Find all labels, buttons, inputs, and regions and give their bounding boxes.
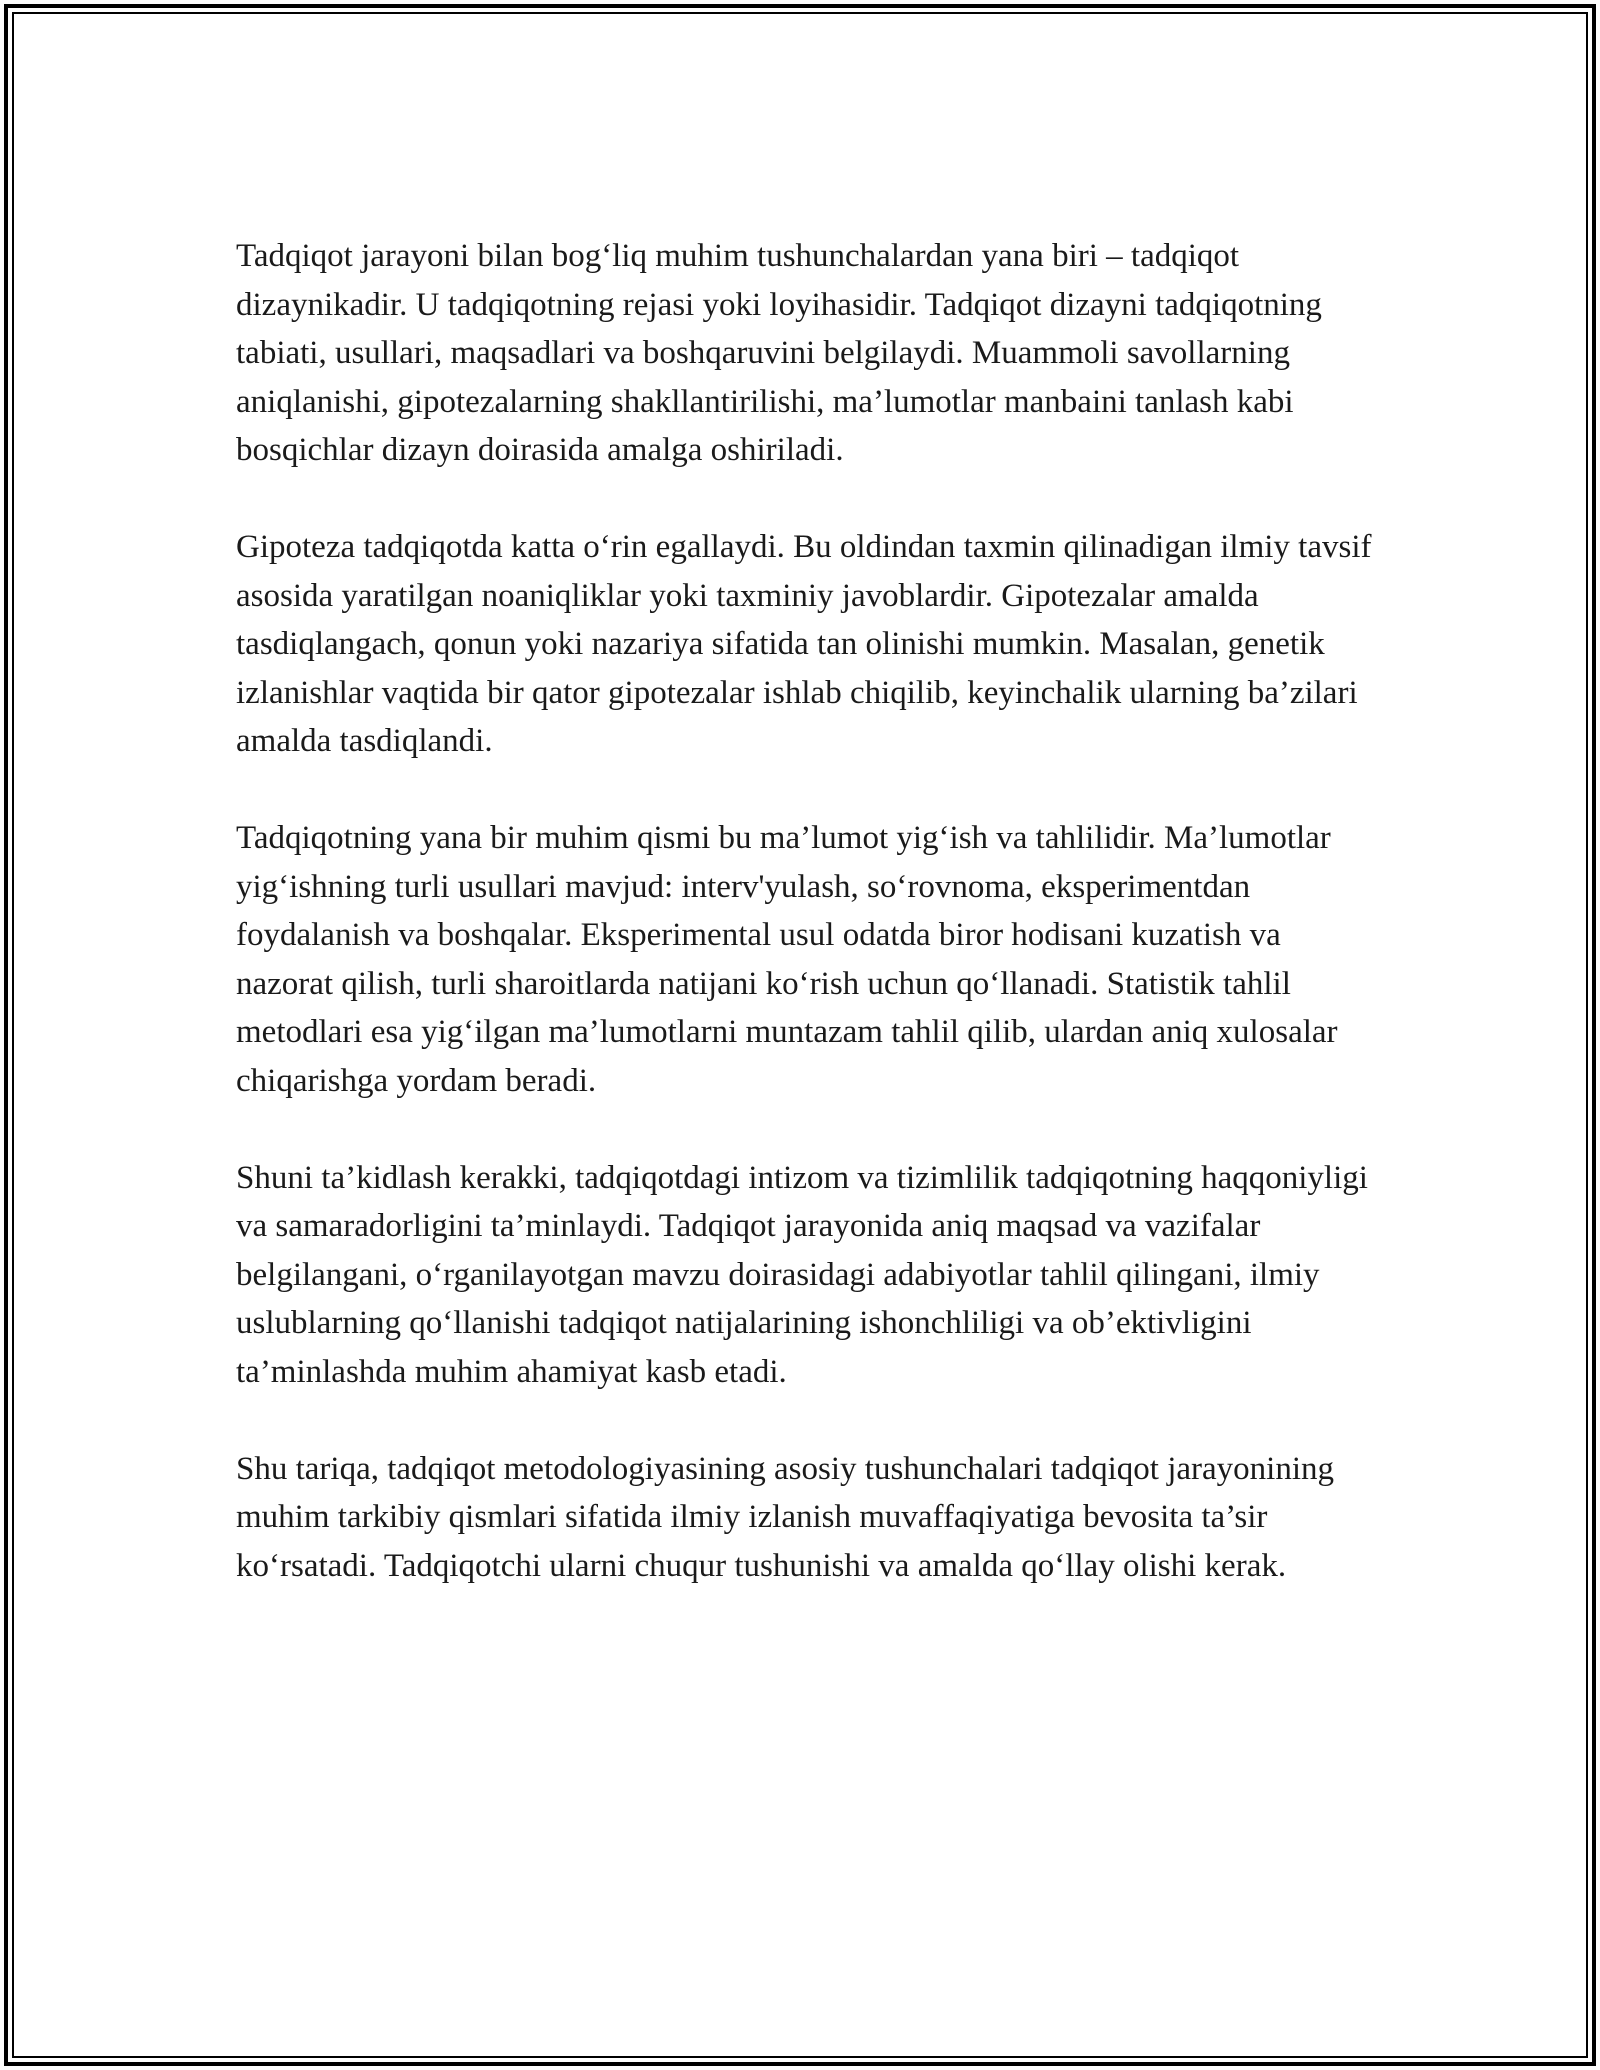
paragraph-4: Shuni ta’kidlash kerakki, tadqiqotdagi intizom va tizimlilik tadqiqotning haqqoniyligi va samaradorligini ta’minlaydi. Tadqiqot jarayonida aniq maqsad va vazifalar belgilangani, o‘rganilayotgan mavzu doirasidagi adabiyotlar tahlil qilingani, ilmiy uslublarning qo‘llanishi tadqiqot natijalarining ishonchliligi va ob’ektivligini ta’minlashda muhim ahamiyat kasb etadi.: [236, 1159, 1368, 1390]
paragraph-1: Tadqiqot jarayoni bilan bog‘liq muhim tushunchalardan yana biri – tadqiqot dizaynikadir. U tadqiqotning rejasi yoki loyihasidir. Tadqiqot dizayni tadqiqotning tabiati, usullari, maqsadlari va boshqaruvini belgilaydi. Muammoli savollarning aniqlanishi, gipotezalarning shakllantirilishi, ma’lumotlar manbaini tanlash kabi bosqichlar dizayn doirasida amalga oshiriladi.: [236, 238, 1322, 468]
document-body: [236, 232, 1386, 1639]
paragraph-2: Gipoteza tadqiqotda katta o‘rin egallaydi. Bu oldindan taxmin qilinadigan ilmiy tavsif asosida yaratilgan noaniqliklar yoki taxminiy javoblardir. Gipotezalar amalda tasdiqlangach, qonun yoki nazariya sifatida tan olinishi mumkin. Masalan, genetik izlanishlar vaqtida bir qator gipotezalar ishlab chiqilib, keyinchalik ularning ba’zilari amalda tasdiqlandi.: [236, 529, 1372, 759]
paragraph-3: Tadqiqotning yana bir muhim qismi bu ma’lumot yig‘ish va tahlilidir. Ma’lumotlar yig‘ishning turli usullari mavjud: interv'yulash, so‘rovnoma, eksperimentdan foydalanish va boshqalar. Eksperimental usul odatda biror hodisani kuzatish va nazorat qilish, turli sharoitlarda natijani ko‘rish uchun qo‘llanadi. Statistik tahlil metodlari esa yig‘ilgan ma’lumotlarni muntazam tahlil qilib, ulardan aniq xulosalar chiqarishga yordam beradi.: [236, 820, 1338, 1099]
paragraph-5: Shu tariqa, tadqiqot metodologiyasining asosiy tushunchalari tadqiqot jarayonining muhim tarkibiy qismlari sifatida ilmiy izlanish muvaffaqiyatiga bevosita ta’sir ko‘rsatadi. Tadqiqotchi ularni chuqur tushunishi va amalda qo‘llay olishi kerak.: [236, 1450, 1334, 1584]
